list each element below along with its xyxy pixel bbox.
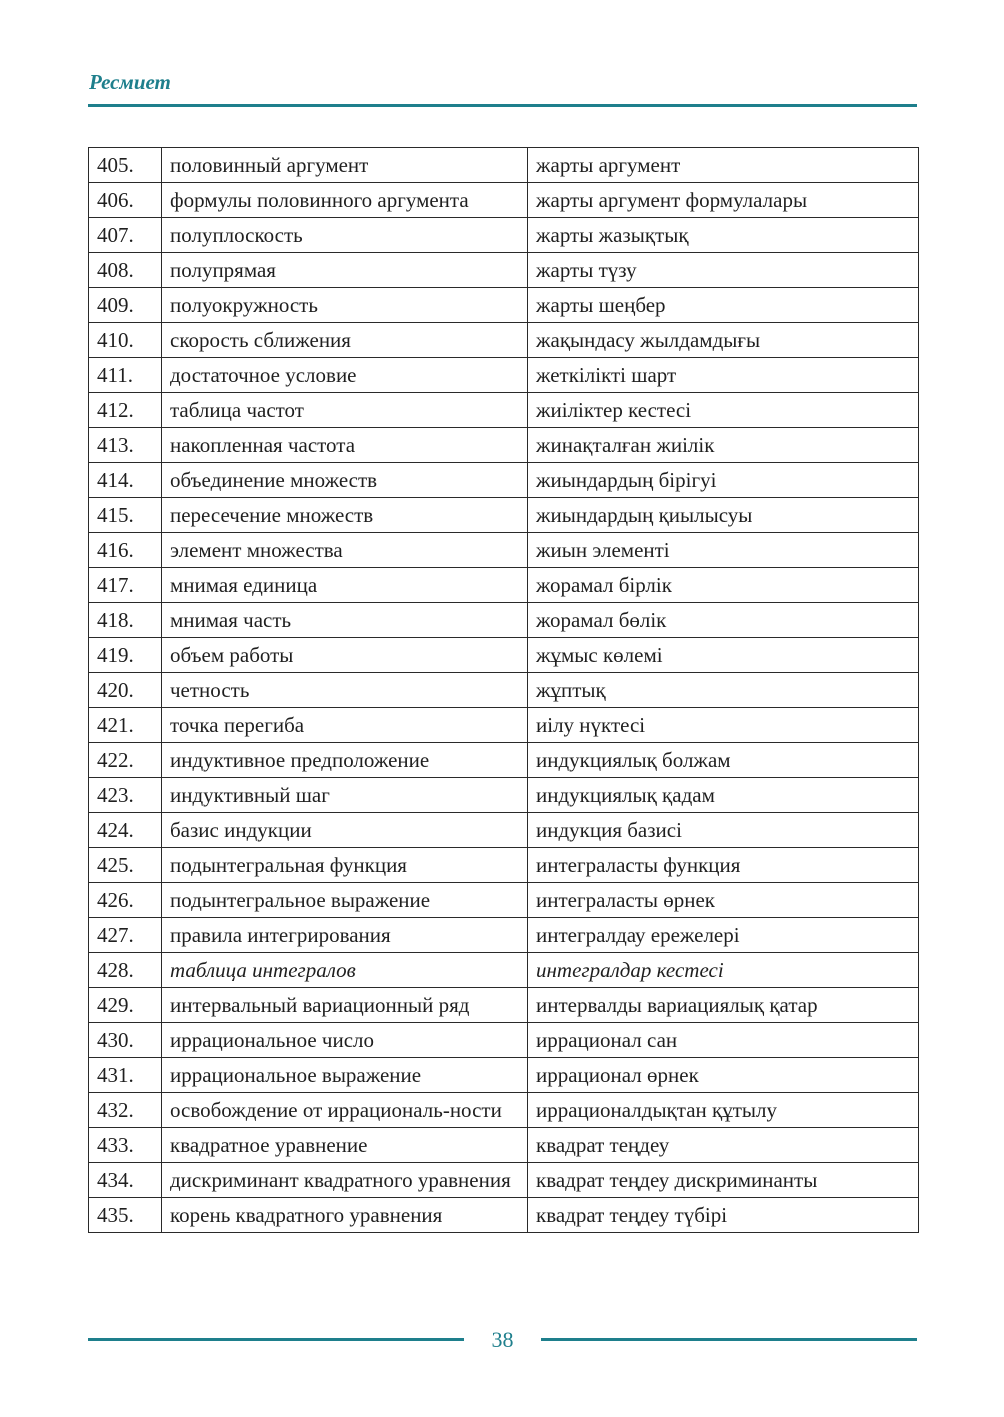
kazakh-term: жарты түзу bbox=[528, 253, 919, 288]
kazakh-term: жеткілікті шарт bbox=[528, 358, 919, 393]
kazakh-term: жарты аргумент bbox=[528, 148, 919, 183]
term-number: 428. bbox=[89, 953, 162, 988]
term-number: 423. bbox=[89, 778, 162, 813]
russian-term: половинный аргумент bbox=[162, 148, 528, 183]
glossary-table bbox=[88, 147, 919, 1233]
kazakh-term: квадрат теңдеу bbox=[528, 1128, 919, 1163]
russian-term: полуплоскость bbox=[162, 218, 528, 253]
kazakh-term: жақындасу жылдамдығы bbox=[528, 323, 919, 358]
russian-term: формулы половинного аргумента bbox=[162, 183, 528, 218]
term-number: 432. bbox=[89, 1093, 162, 1128]
term-number: 421. bbox=[89, 708, 162, 743]
table-row bbox=[89, 498, 919, 533]
table-row bbox=[89, 253, 919, 288]
table-row bbox=[89, 603, 919, 638]
term-number: 415. bbox=[89, 498, 162, 533]
footer-rule-left bbox=[88, 1338, 464, 1341]
kazakh-term: жұптық bbox=[528, 673, 919, 708]
kazakh-term: квадрат теңдеу дискриминанты bbox=[528, 1163, 919, 1198]
term-number: 407. bbox=[89, 218, 162, 253]
russian-term: корень квадратного уравнения bbox=[162, 1198, 528, 1233]
russian-term: дискриминант квадратного уравнения bbox=[162, 1163, 528, 1198]
table-row bbox=[89, 358, 919, 393]
russian-term: достаточное условие bbox=[162, 358, 528, 393]
table-row bbox=[89, 1198, 919, 1233]
russian-term: иррациональное выражение bbox=[162, 1058, 528, 1093]
table-row bbox=[89, 813, 919, 848]
footer-rule-right bbox=[541, 1338, 917, 1341]
kazakh-term: жарты аргумент формулалары bbox=[528, 183, 919, 218]
russian-term: иррациональное число bbox=[162, 1023, 528, 1058]
table-row bbox=[89, 323, 919, 358]
table-row bbox=[89, 708, 919, 743]
table-row bbox=[89, 533, 919, 568]
russian-term: таблица частот bbox=[162, 393, 528, 428]
kazakh-term: иррационалдықтан құтылу bbox=[528, 1093, 919, 1128]
term-number: 410. bbox=[89, 323, 162, 358]
kazakh-term: жиындардың қиылысуы bbox=[528, 498, 919, 533]
kazakh-term: иррационал сан bbox=[528, 1023, 919, 1058]
russian-term: пересечение множеств bbox=[162, 498, 528, 533]
kazakh-term: жинақталған жиілік bbox=[528, 428, 919, 463]
term-number: 406. bbox=[89, 183, 162, 218]
table-row bbox=[89, 778, 919, 813]
russian-term: мнимая часть bbox=[162, 603, 528, 638]
russian-term: объединение множеств bbox=[162, 463, 528, 498]
table-row bbox=[89, 673, 919, 708]
term-number: 419. bbox=[89, 638, 162, 673]
kazakh-term: иілу нүктесі bbox=[528, 708, 919, 743]
table-row bbox=[89, 743, 919, 778]
russian-term: скорость сближения bbox=[162, 323, 528, 358]
russian-term: освобождение от иррациональ-ности bbox=[162, 1093, 528, 1128]
russian-term: индуктивное предположение bbox=[162, 743, 528, 778]
russian-term: базис индукции bbox=[162, 813, 528, 848]
table-row bbox=[89, 918, 919, 953]
term-number: 426. bbox=[89, 883, 162, 918]
term-number: 413. bbox=[89, 428, 162, 463]
term-number: 434. bbox=[89, 1163, 162, 1198]
russian-term: полупрямая bbox=[162, 253, 528, 288]
russian-term: правила интегрирования bbox=[162, 918, 528, 953]
kazakh-term: интегралдар кестесі bbox=[528, 953, 919, 988]
russian-term: полуокружность bbox=[162, 288, 528, 323]
term-number: 405. bbox=[89, 148, 162, 183]
russian-term: элемент множества bbox=[162, 533, 528, 568]
term-number: 420. bbox=[89, 673, 162, 708]
term-number: 435. bbox=[89, 1198, 162, 1233]
table-row bbox=[89, 428, 919, 463]
table-row bbox=[89, 988, 919, 1023]
kazakh-term: индукция базисі bbox=[528, 813, 919, 848]
table-row bbox=[89, 1058, 919, 1093]
table-row bbox=[89, 1093, 919, 1128]
russian-term: объем работы bbox=[162, 638, 528, 673]
russian-term: подынтегральная функция bbox=[162, 848, 528, 883]
table-row bbox=[89, 463, 919, 498]
table-row bbox=[89, 393, 919, 428]
kazakh-term: интеграласты функция bbox=[528, 848, 919, 883]
term-number: 422. bbox=[89, 743, 162, 778]
russian-term: индуктивный шаг bbox=[162, 778, 528, 813]
table-row bbox=[89, 1163, 919, 1198]
kazakh-term: интегралдау ережелері bbox=[528, 918, 919, 953]
russian-term: интервальный вариационный ряд bbox=[162, 988, 528, 1023]
kazakh-term: жұмыс көлемі bbox=[528, 638, 919, 673]
table-row bbox=[89, 953, 919, 988]
russian-term: мнимая единица bbox=[162, 568, 528, 603]
russian-term: четность bbox=[162, 673, 528, 708]
term-number: 425. bbox=[89, 848, 162, 883]
table-row bbox=[89, 638, 919, 673]
table-row bbox=[89, 1023, 919, 1058]
table-row bbox=[89, 148, 919, 183]
table-row bbox=[89, 288, 919, 323]
term-number: 411. bbox=[89, 358, 162, 393]
russian-term: квадратное уравнение bbox=[162, 1128, 528, 1163]
kazakh-term: жарты жазықтық bbox=[528, 218, 919, 253]
table-row bbox=[89, 848, 919, 883]
term-number: 427. bbox=[89, 918, 162, 953]
term-number: 408. bbox=[89, 253, 162, 288]
term-number: 416. bbox=[89, 533, 162, 568]
kazakh-term: жорамал бірлік bbox=[528, 568, 919, 603]
kazakh-term: индукциялық болжам bbox=[528, 743, 919, 778]
kazakh-term: иррационал өрнек bbox=[528, 1058, 919, 1093]
table-row bbox=[89, 1128, 919, 1163]
glossary-body bbox=[89, 148, 919, 1233]
term-number: 417. bbox=[89, 568, 162, 603]
table-row bbox=[89, 183, 919, 218]
term-number: 430. bbox=[89, 1023, 162, 1058]
kazakh-term: интервалды вариациялық қатар bbox=[528, 988, 919, 1023]
term-number: 412. bbox=[89, 393, 162, 428]
term-number: 431. bbox=[89, 1058, 162, 1093]
kazakh-term: квадрат теңдеу түбірі bbox=[528, 1198, 919, 1233]
term-number: 418. bbox=[89, 603, 162, 638]
table-row bbox=[89, 883, 919, 918]
term-number: 424. bbox=[89, 813, 162, 848]
russian-term: накопленная частота bbox=[162, 428, 528, 463]
russian-term: подынтегральное выражение bbox=[162, 883, 528, 918]
kazakh-term: жиындардың бірігуі bbox=[528, 463, 919, 498]
table-row bbox=[89, 218, 919, 253]
russian-term: точка перегиба bbox=[162, 708, 528, 743]
term-number: 429. bbox=[89, 988, 162, 1023]
kazakh-term: жиын элементі bbox=[528, 533, 919, 568]
russian-term: таблица интегралов bbox=[162, 953, 528, 988]
term-number: 414. bbox=[89, 463, 162, 498]
header-rule bbox=[88, 104, 917, 107]
page-number: 38 bbox=[491, 1327, 514, 1352]
kazakh-term: индукциялық қадам bbox=[528, 778, 919, 813]
running-header-title: Ресмиет bbox=[89, 70, 171, 94]
kazakh-term: жарты шеңбер bbox=[528, 288, 919, 323]
term-number: 433. bbox=[89, 1128, 162, 1163]
term-number: 409. bbox=[89, 288, 162, 323]
kazakh-term: жорамал бөлік bbox=[528, 603, 919, 638]
kazakh-term: жиіліктер кестесі bbox=[528, 393, 919, 428]
table-row bbox=[89, 568, 919, 603]
kazakh-term: интеграласты өрнек bbox=[528, 883, 919, 918]
